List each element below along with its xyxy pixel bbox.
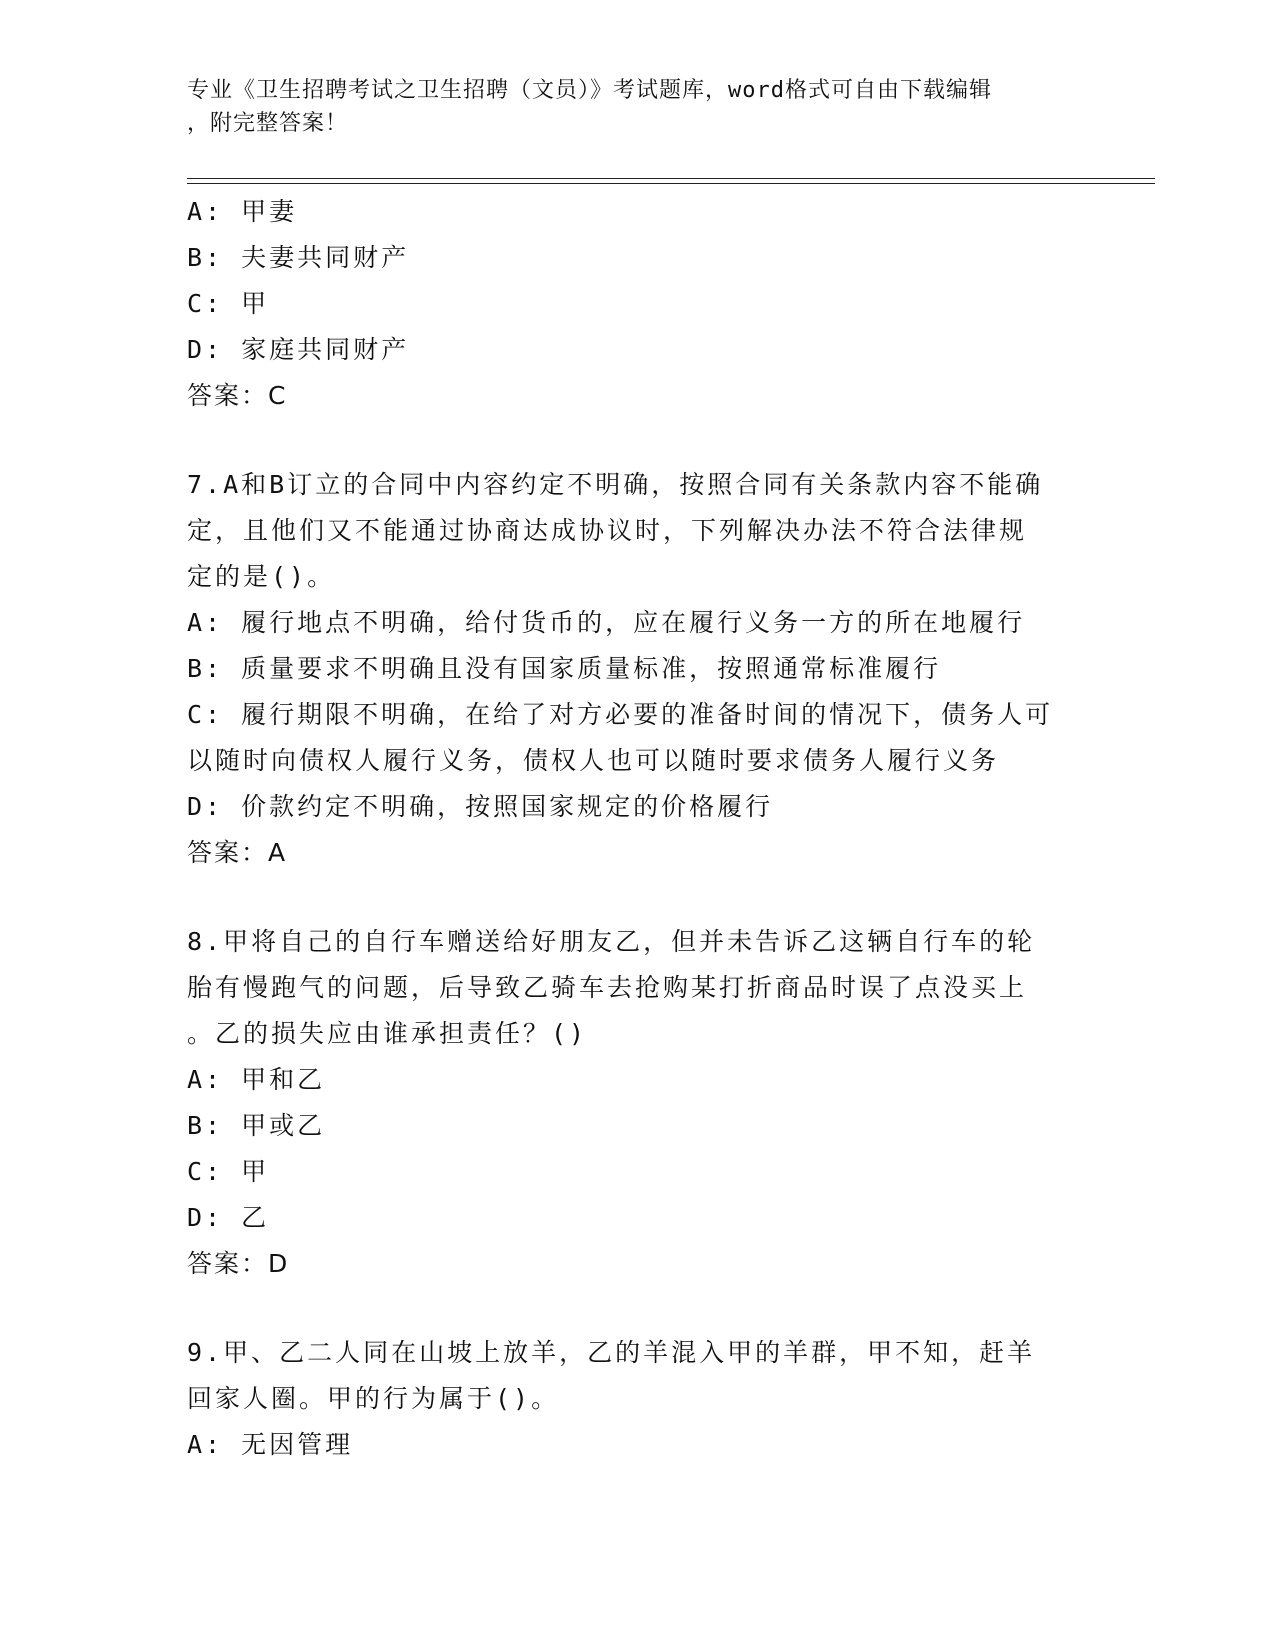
option-d: D: 价款约定不明确，按照国家规定的价格履行 [187, 792, 774, 821]
question-text-line: 定，且他们又不能通过协商达成协议时，下列解决办法不符合法律规 [187, 516, 1028, 545]
spacer [187, 419, 1087, 462]
question-list [187, 189, 1087, 1468]
option-a: A: 履行地点不明确，给付货币的，应在履行义务一方的所在地履行 [187, 608, 1026, 637]
spacer [187, 876, 1087, 919]
option-b: B: 甲或乙 [187, 1111, 326, 1140]
answer-line: 答案：A [187, 838, 288, 867]
header-line-2: ，附完整答案！ [187, 111, 349, 136]
header-rule-top [187, 178, 1155, 179]
question-text-line: 胎有慢跑气的问题，后导致乙骑车去抢购某打折商品时误了点没买上 [187, 973, 1028, 1002]
document-header [187, 74, 1067, 140]
answer-line: 答案：C [187, 381, 288, 410]
question-text-line: 8.甲将自己的自行车赠送给好朋友乙，但并未告诉乙这辆自行车的轮 [187, 927, 1036, 956]
question-text-line: 9.甲、乙二人同在山坡上放羊，乙的羊混入甲的羊群，甲不知，赶羊 [187, 1338, 1036, 1367]
question-text-line: 7.A和B订立的合同中内容约定不明确，按照合同有关条款内容不能确 [187, 470, 1044, 499]
option-a: A: 甲妻 [187, 197, 298, 226]
question-6 [187, 189, 1087, 419]
header-line-1: 专业《卫生招聘考试之卫生招聘（文员）》考试题库，word格式可自由下载编辑 [187, 78, 992, 103]
option-a: A: 无因管理 [187, 1430, 354, 1459]
option-b: B: 夫妻共同财产 [187, 243, 410, 272]
option-d: D: 家庭共同财产 [187, 335, 410, 364]
question-text-line: 定的是()。 [187, 562, 336, 591]
option-c-continued: 以随时向债权人履行义务，债权人也可以随时要求债务人履行义务 [187, 746, 1000, 775]
header-rule-bottom [187, 183, 1155, 184]
option-a: A: 甲和乙 [187, 1065, 326, 1094]
question-7 [187, 462, 1087, 876]
option-c: C: 甲 [187, 1157, 270, 1186]
question-text-line: 回家人圈。甲的行为属于()。 [187, 1384, 560, 1413]
option-d: D: 乙 [187, 1203, 270, 1232]
option-c: C: 履行期限不明确，在给了对方必要的准备时间的情况下，债务人可 [187, 700, 1054, 729]
question-text-line: 。乙的损失应由谁承担责任？() [187, 1019, 588, 1048]
option-c: C: 甲 [187, 289, 270, 318]
question-9 [187, 1330, 1087, 1468]
option-b: B: 质量要求不明确且没有国家质量标准，按照通常标准履行 [187, 654, 942, 683]
spacer [187, 1287, 1087, 1330]
question-8 [187, 919, 1087, 1287]
answer-line: 答案：D [187, 1249, 290, 1278]
